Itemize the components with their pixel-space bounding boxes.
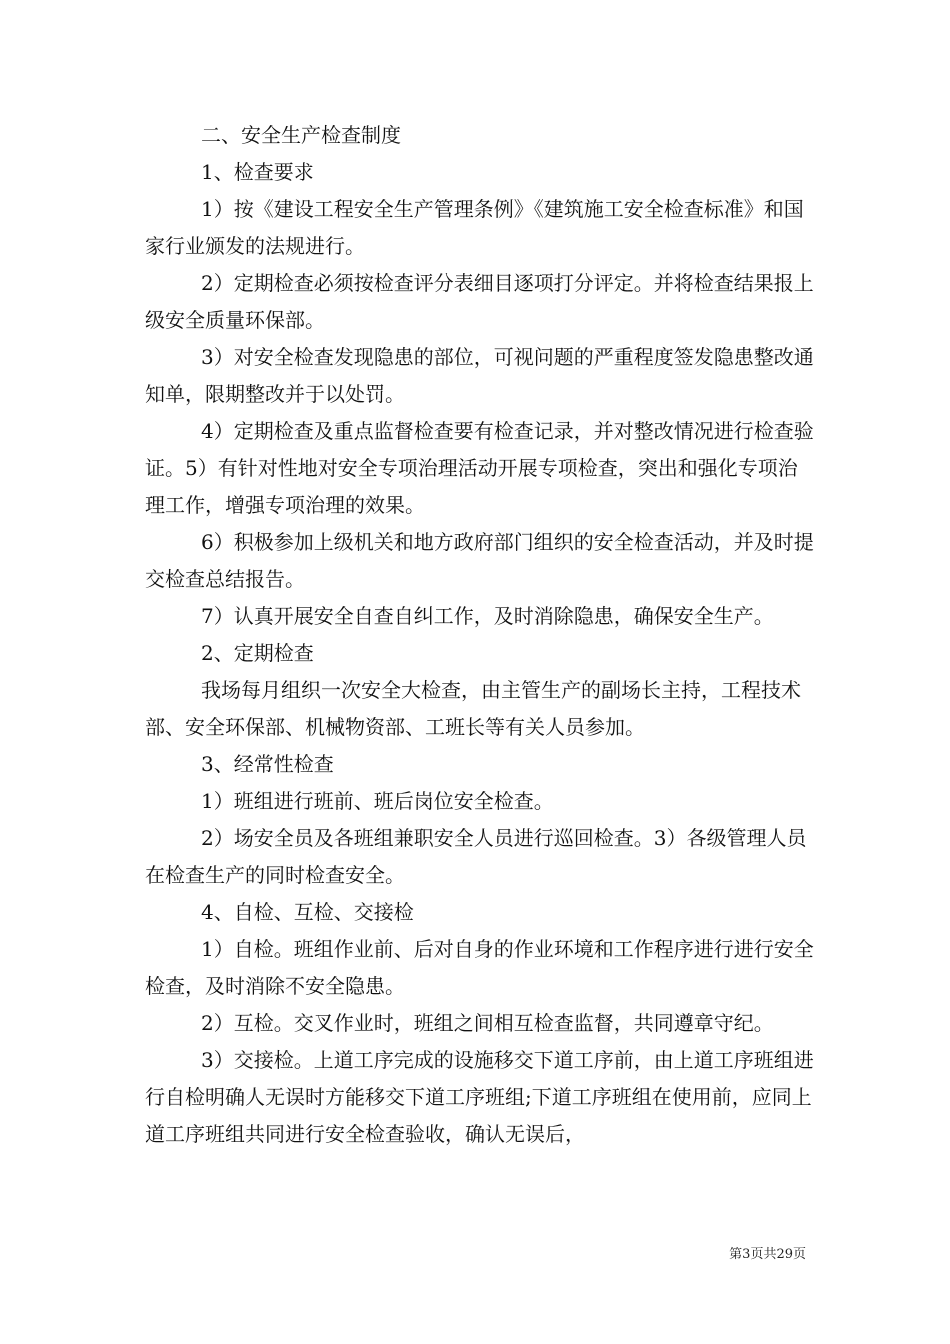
- page-number: 第3页共29页: [729, 1247, 806, 1262]
- paragraph: 3）对安全检查发现隐患的部位，可视问题的严重程度签发隐患整改通知单，限期整改并于以处罚。: [145, 345, 814, 406]
- subsection-heading: 4、自检、互检、交接检: [201, 900, 414, 924]
- section-heading: 二、安全生产检查制度: [201, 123, 401, 147]
- paragraph: 6）积极参加上级机关和地方政府部门组织的安全检查活动，并及时提交检查总结报告。: [145, 530, 814, 591]
- paragraph: 3）交接检。上道工序完成的设施移交下道工序前，由上道工序班组进行自检明确人无误时方能移交下道工序班组;下道工序班组在使用前，应同上道工序班组共同进行安全检查验收，确认无误后，: [145, 1048, 814, 1146]
- document-body: [145, 117, 817, 1153]
- paragraph: 2）互检。交叉作业时，班组之间相互检查监督，共同遵章守纪。: [201, 1011, 774, 1035]
- paragraph: 1）按《建设工程安全生产管理条例》《建筑施工安全检查标准》和国家行业颁发的法规进行。: [145, 197, 804, 258]
- paragraph: 1）班组进行班前、班后岗位安全检查。: [201, 789, 554, 813]
- subsection-heading: 1、检查要求: [201, 160, 314, 184]
- paragraph: 4）定期检查及重点监督检查要有检查记录，并对整改情况进行检查验证。5）有针对性地对安全专项治理活动开展专项检查，突出和强化专项治理工作，增强专项治理的效果。: [145, 419, 814, 517]
- subsection-heading: 2、定期检查: [201, 641, 314, 665]
- paragraph: 2）场安全员及各班组兼职安全人员进行巡回检查。3）各级管理人员在检查生产的同时检查安全。: [145, 826, 807, 887]
- paragraph: 我场每月组织一次安全大检查，由主管生产的副场长主持，工程技术部、安全环保部、机械物资部、工班长等有关人员参加。: [145, 678, 801, 739]
- paragraph: 7）认真开展安全自查自纠工作，及时消除隐患，确保安全生产。: [201, 604, 774, 628]
- subsection-heading: 3、经常性检查: [201, 752, 334, 776]
- paragraph: 1）自检。班组作业前、后对自身的作业环境和工作程序进行进行安全检查，及时消除不安全隐患。: [145, 937, 814, 998]
- paragraph: 2）定期检查必须按检查评分表细目逐项打分评定。并将检查结果报上级安全质量环保部。: [145, 271, 814, 332]
